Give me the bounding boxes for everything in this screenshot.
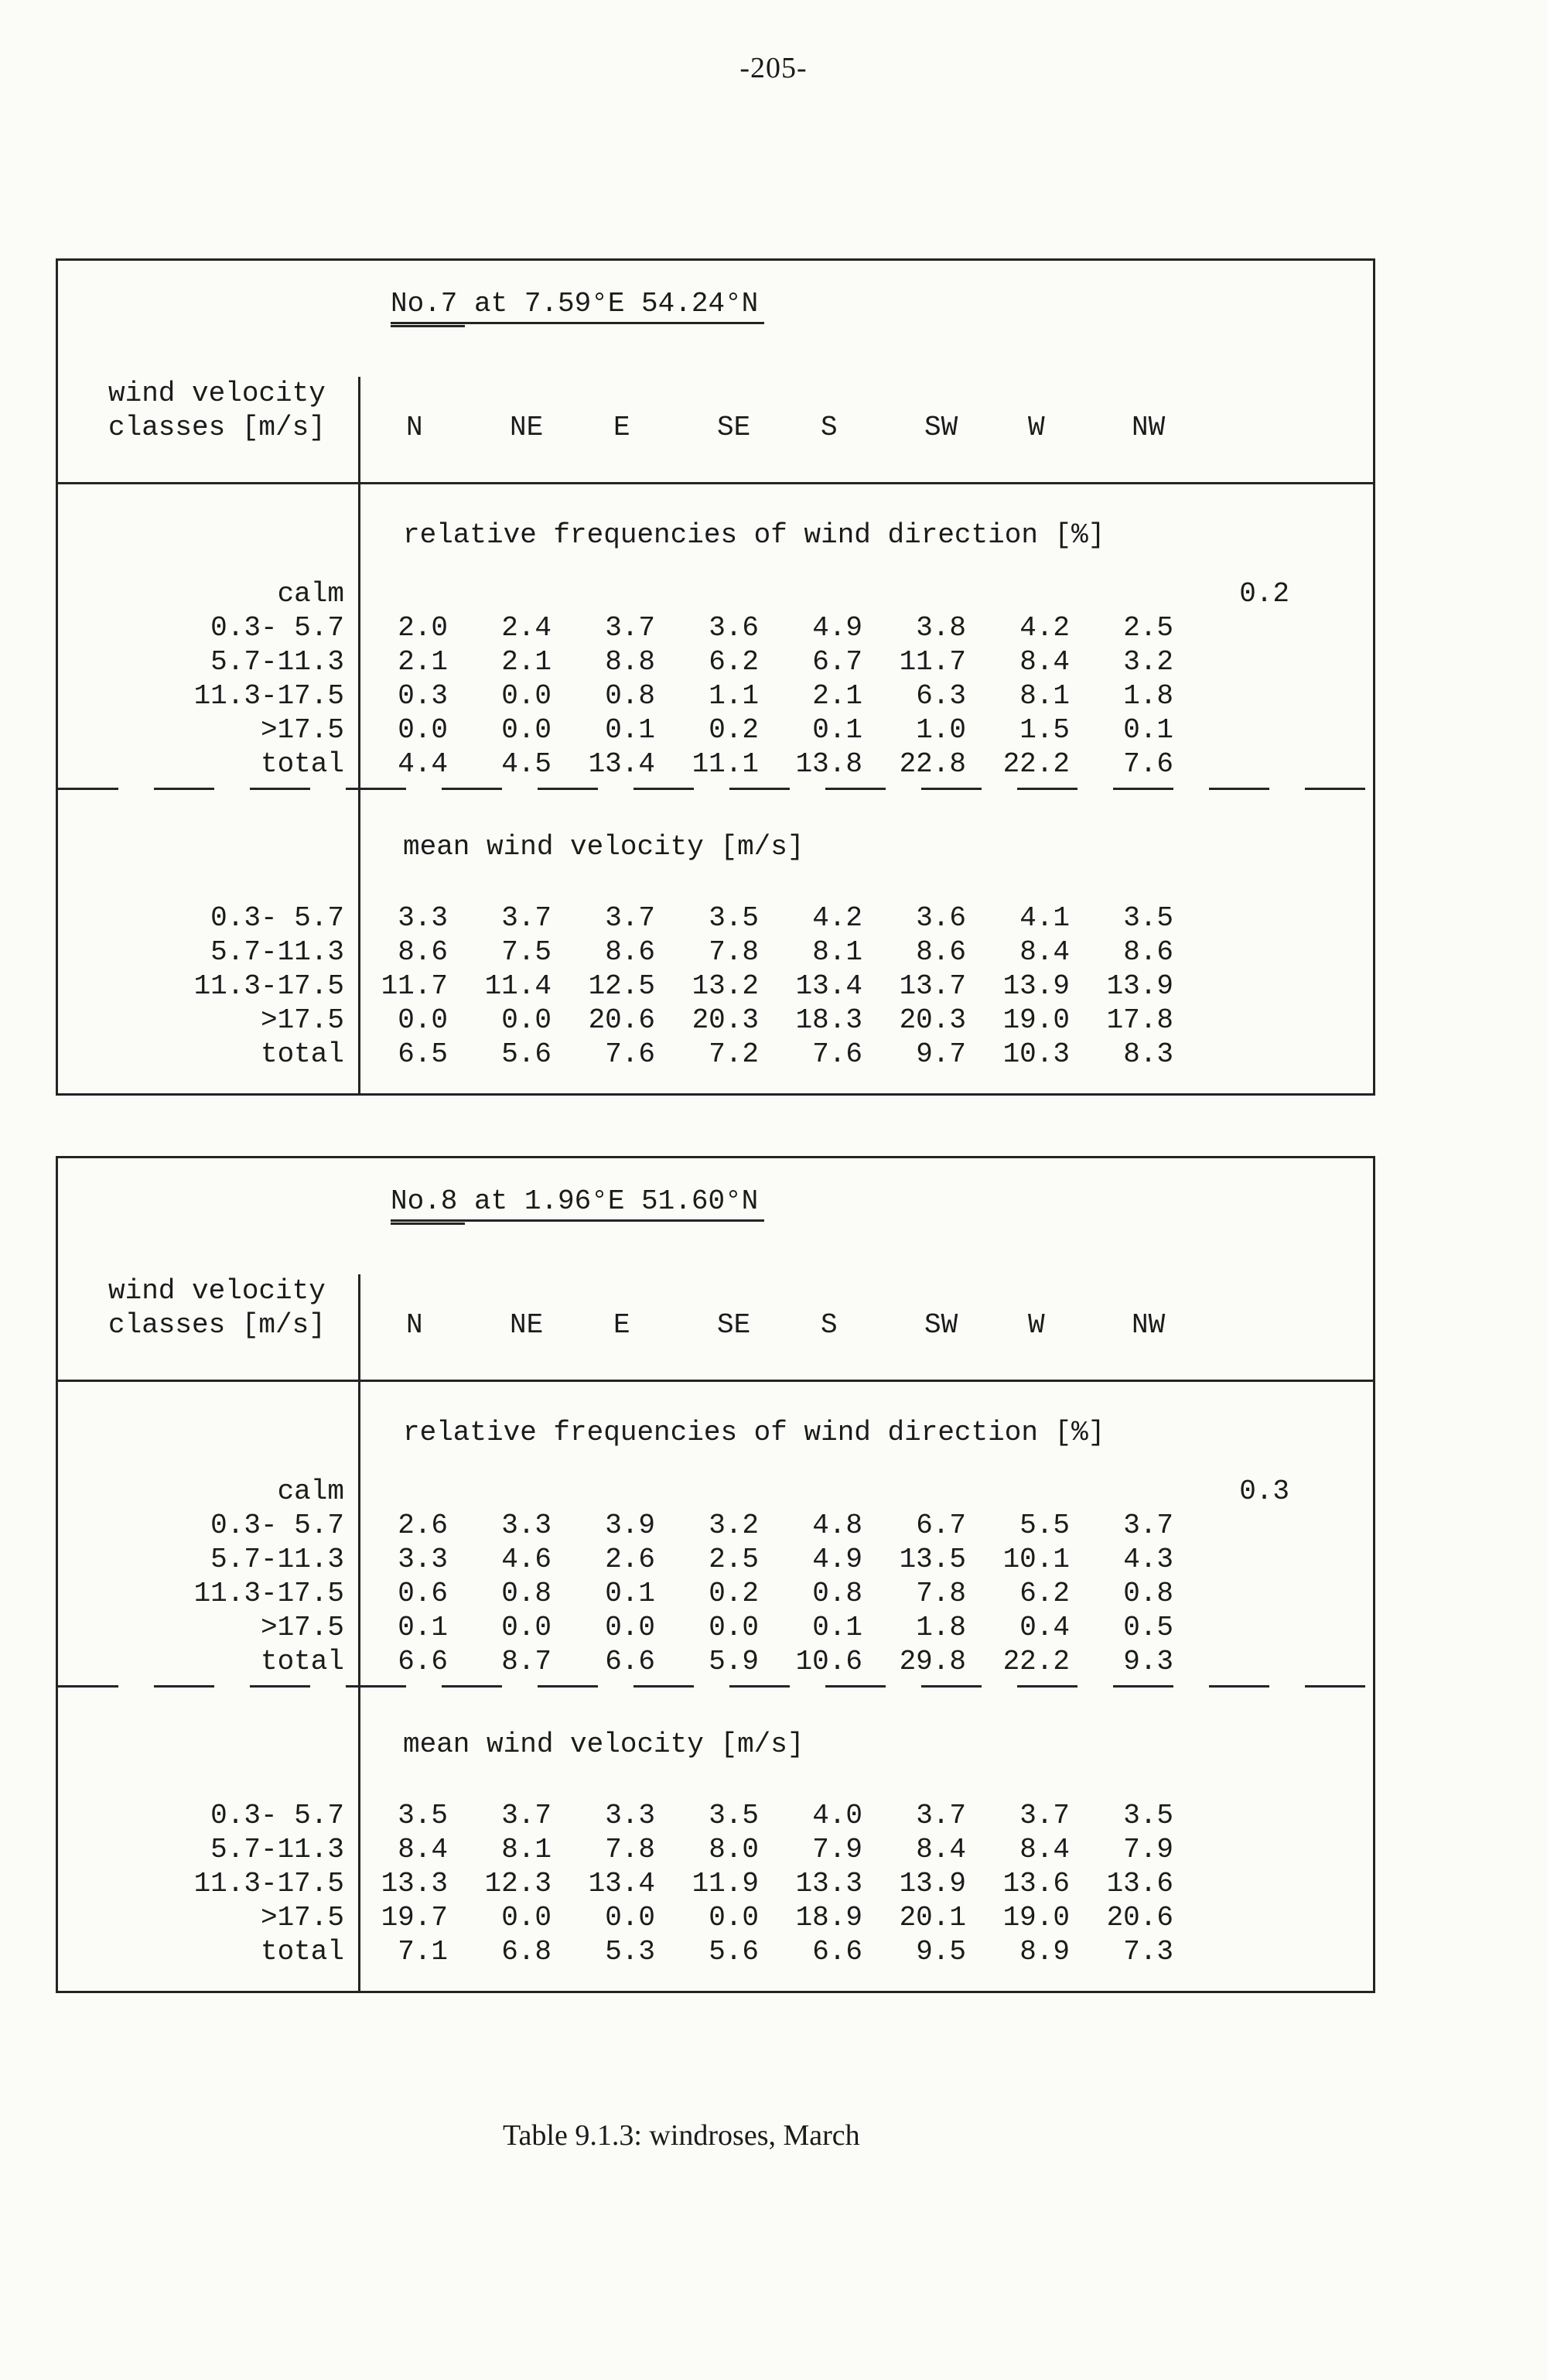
row-label: 11.3-17.5 — [193, 970, 344, 1002]
cell-value: 1.5 — [1019, 714, 1070, 746]
cell-value: 0.0 — [709, 1612, 759, 1643]
cell-value: 4.4 — [398, 748, 448, 780]
cell-value: 1.8 — [916, 1612, 966, 1643]
cell-value: 11.7 — [899, 646, 966, 678]
cell-value: 1.1 — [709, 680, 759, 712]
row-label: >17.5 — [260, 714, 344, 746]
section-heading-mean-velocity: mean wind velocity [m/s] — [403, 1729, 804, 1760]
table-row — [58, 1543, 1373, 1577]
column-header-w: W — [1028, 412, 1045, 443]
cell-value: 7.6 — [812, 1038, 862, 1070]
cell-value: 3.8 — [916, 612, 966, 644]
table-row — [58, 1004, 1373, 1038]
cell-value: 7.6 — [605, 1038, 655, 1070]
row-header-line1: wind velocity — [108, 1275, 326, 1307]
cell-value: 8.3 — [1123, 1038, 1173, 1070]
column-header-n: N — [406, 1309, 423, 1341]
cell-value: 7.5 — [501, 936, 552, 968]
row-label: 5.7-11.3 — [210, 1544, 344, 1575]
cell-value: 13.4 — [795, 970, 862, 1002]
cell-value: 8.1 — [812, 936, 862, 968]
table-row — [58, 645, 1373, 679]
row-label: 0.3- 5.7 — [210, 1510, 344, 1541]
table-row — [58, 1901, 1373, 1935]
windrose-table-no8 — [56, 1156, 1375, 1993]
section-heading-relative-frequencies: relative frequencies of wind direction [%] — [403, 519, 1105, 551]
cell-value: 8.4 — [916, 1834, 966, 1865]
column-header-nw: NW — [1132, 1309, 1166, 1341]
cell-value: 2.6 — [398, 1510, 448, 1541]
row-label: 0.3- 5.7 — [210, 612, 344, 644]
cell-value: 19.7 — [381, 1902, 448, 1934]
cell-value: 0.4 — [1019, 1612, 1070, 1643]
table-title: No.7 at 7.59°E 54.24°N — [391, 287, 764, 324]
row-label: 0.3- 5.7 — [210, 1800, 344, 1831]
cell-value: 11.9 — [692, 1868, 759, 1900]
column-header-nw: NW — [1132, 412, 1166, 443]
cell-value: 6.5 — [398, 1038, 448, 1070]
cell-value: 6.6 — [605, 1646, 655, 1677]
cell-value: 0.0 — [605, 1612, 655, 1643]
cell-value: 13.9 — [899, 1868, 966, 1900]
cell-value: 13.3 — [795, 1868, 862, 1900]
cell-value: 0.1 — [398, 1612, 448, 1643]
table-caption: Table 9.1.3: windroses, March — [503, 2119, 860, 2152]
cell-value: 1.8 — [1123, 680, 1173, 712]
table-row — [58, 1833, 1373, 1867]
row-label: 5.7-11.3 — [210, 646, 344, 678]
cell-value: 4.1 — [1019, 902, 1070, 934]
cell-value: 6.6 — [812, 1936, 862, 1968]
table-row — [58, 1867, 1373, 1901]
cell-value: 0.1 — [812, 1612, 862, 1643]
cell-value: 3.2 — [1123, 646, 1173, 678]
cell-value: 0.1 — [605, 714, 655, 746]
cell-value: 3.6 — [916, 902, 966, 934]
cell-value: 0.2 — [709, 714, 759, 746]
section-heading-mean-velocity: mean wind velocity [m/s] — [403, 831, 804, 863]
cell-value: 19.0 — [1002, 1004, 1070, 1036]
cell-value: 6.2 — [1019, 1578, 1070, 1609]
table-row — [58, 713, 1373, 747]
cell-value: 6.3 — [916, 680, 966, 712]
cell-value: 3.5 — [1123, 902, 1173, 934]
cell-value: 4.9 — [812, 612, 862, 644]
table-row — [58, 901, 1373, 935]
cell-value: 7.6 — [1123, 748, 1173, 780]
cell-value: 0.2 — [709, 1578, 759, 1609]
cell-value: 8.6 — [398, 936, 448, 968]
cell-value: 13.5 — [899, 1544, 966, 1575]
cell-value: 8.4 — [1019, 646, 1070, 678]
cell-value: 3.3 — [605, 1800, 655, 1831]
cell-value: 8.9 — [1019, 1936, 1070, 1968]
cell-value: 3.3 — [501, 1510, 552, 1541]
cell-value: 3.7 — [605, 612, 655, 644]
cell-value: 20.1 — [899, 1902, 966, 1934]
cell-value: 0.8 — [812, 1578, 862, 1609]
column-header-n: N — [406, 412, 423, 443]
windrose-table-no7 — [56, 258, 1375, 1096]
section-divider — [58, 788, 1373, 790]
cell-value: 0.1 — [605, 1578, 655, 1609]
cell-value: 2.1 — [398, 646, 448, 678]
row-header-line2: classes [m/s] — [108, 1309, 326, 1341]
cell-value: 0.3 — [398, 680, 448, 712]
cell-value: 3.7 — [1019, 1800, 1070, 1831]
cell-value: 20.3 — [899, 1004, 966, 1036]
cell-value: 1.0 — [916, 714, 966, 746]
cell-value: 6.2 — [709, 646, 759, 678]
table-row — [58, 1799, 1373, 1833]
cell-value: 18.3 — [795, 1004, 862, 1036]
cell-value: 0.0 — [501, 1004, 552, 1036]
cell-value: 0.0 — [501, 1612, 552, 1643]
cell-value: 7.9 — [1123, 1834, 1173, 1865]
row-label: 11.3-17.5 — [193, 680, 344, 712]
cell-value: 10.3 — [1002, 1038, 1070, 1070]
row-label: 11.3-17.5 — [193, 1578, 344, 1609]
cell-value: 13.4 — [588, 748, 655, 780]
row-label: total — [260, 1038, 344, 1070]
cell-value: 0.6 — [398, 1578, 448, 1609]
cell-value: 17.8 — [1106, 1004, 1173, 1036]
cell-value: 0.0 — [501, 680, 552, 712]
cell-value: 0.8 — [605, 680, 655, 712]
table-header — [58, 377, 1373, 445]
column-header-e: E — [613, 412, 630, 443]
cell-value: 13.7 — [899, 970, 966, 1002]
calm-value: 0.2 — [1239, 578, 1289, 610]
row-label: 11.3-17.5 — [193, 1868, 344, 1900]
cell-value: 0.0 — [501, 1902, 552, 1934]
cell-value: 5.3 — [605, 1936, 655, 1968]
row-label: calm — [277, 1476, 344, 1507]
table-row — [58, 1935, 1373, 1969]
cell-value: 0.0 — [709, 1902, 759, 1934]
cell-value: 13.8 — [795, 748, 862, 780]
row-label: total — [260, 1646, 344, 1677]
relative-frequency-rows — [58, 1509, 1373, 1679]
column-header-s: S — [821, 412, 838, 443]
cell-value: 3.6 — [709, 612, 759, 644]
cell-value: 8.6 — [1123, 936, 1173, 968]
cell-value: 3.5 — [1123, 1800, 1173, 1831]
table-header — [58, 1274, 1373, 1342]
row-label: 0.3- 5.7 — [210, 902, 344, 934]
cell-value: 3.5 — [709, 1800, 759, 1831]
header-rule — [58, 482, 1373, 484]
calm-value: 0.3 — [1239, 1476, 1289, 1507]
column-header-w: W — [1028, 1309, 1045, 1341]
mean-velocity-rows — [58, 901, 1373, 1072]
mean-velocity-rows — [58, 1799, 1373, 1969]
table-row — [58, 679, 1373, 713]
column-header-se: SE — [717, 1309, 751, 1341]
cell-value: 3.7 — [916, 1800, 966, 1831]
cell-value: 22.2 — [1002, 1646, 1070, 1677]
table-row — [58, 611, 1373, 645]
table-row — [58, 935, 1373, 969]
cell-value: 18.9 — [795, 1902, 862, 1934]
cell-value: 4.2 — [1019, 612, 1070, 644]
cell-value: 5.6 — [709, 1936, 759, 1968]
cell-value: 13.9 — [1106, 970, 1173, 1002]
column-header-ne: NE — [510, 1309, 544, 1341]
column-divider — [358, 377, 360, 1093]
cell-value: 11.1 — [692, 748, 759, 780]
cell-value: 0.0 — [398, 1004, 448, 1036]
cell-value: 7.2 — [709, 1038, 759, 1070]
cell-value: 8.7 — [501, 1646, 552, 1677]
section-divider — [58, 1685, 1373, 1688]
cell-value: 0.1 — [812, 714, 862, 746]
cell-value: 0.5 — [1123, 1612, 1173, 1643]
cell-value: 0.1 — [1123, 714, 1173, 746]
cell-value: 9.3 — [1123, 1646, 1173, 1677]
direction-headers — [344, 1308, 1173, 1342]
row-header-line1: wind velocity — [108, 378, 326, 409]
row-label: >17.5 — [260, 1612, 344, 1643]
table-row — [58, 1645, 1373, 1679]
cell-value: 8.4 — [398, 1834, 448, 1865]
cell-value: 20.6 — [1106, 1902, 1173, 1934]
cell-value: 10.1 — [1002, 1544, 1070, 1575]
row-label: calm — [277, 578, 344, 610]
cell-value: 6.8 — [501, 1936, 552, 1968]
cell-value: 12.3 — [484, 1868, 552, 1900]
cell-value: 2.1 — [501, 646, 552, 678]
cell-value: 6.6 — [398, 1646, 448, 1677]
cell-value: 13.6 — [1002, 1868, 1070, 1900]
row-label: >17.5 — [260, 1004, 344, 1036]
cell-value: 7.3 — [1123, 1936, 1173, 1968]
cell-value: 0.8 — [1123, 1578, 1173, 1609]
cell-value: 19.0 — [1002, 1902, 1070, 1934]
cell-value: 5.6 — [501, 1038, 552, 1070]
cell-value: 4.9 — [812, 1544, 862, 1575]
cell-value: 8.1 — [501, 1834, 552, 1865]
cell-value: 9.5 — [916, 1936, 966, 1968]
table-row — [58, 1038, 1373, 1072]
cell-value: 20.6 — [588, 1004, 655, 1036]
page-number: -205- — [739, 52, 808, 84]
row-label: >17.5 — [260, 1902, 344, 1934]
cell-value: 2.6 — [605, 1544, 655, 1575]
cell-value: 7.9 — [812, 1834, 862, 1865]
column-header-se: SE — [717, 412, 751, 443]
cell-value: 4.0 — [812, 1800, 862, 1831]
cell-value: 4.5 — [501, 748, 552, 780]
table-title-row — [391, 287, 1373, 324]
calm-row — [58, 1475, 1373, 1509]
table-row — [58, 1509, 1373, 1543]
row-header-line2: classes [m/s] — [108, 412, 326, 443]
row-label: total — [260, 748, 344, 780]
cell-value: 12.5 — [588, 970, 655, 1002]
direction-headers — [344, 411, 1173, 445]
cell-value: 8.6 — [916, 936, 966, 968]
cell-value: 0.0 — [501, 714, 552, 746]
column-header-e: E — [613, 1309, 630, 1341]
cell-value: 8.4 — [1019, 936, 1070, 968]
cell-value: 6.7 — [812, 646, 862, 678]
cell-value: 4.6 — [501, 1544, 552, 1575]
cell-value: 8.1 — [1019, 680, 1070, 712]
cell-value: 4.8 — [812, 1510, 862, 1541]
cell-value: 3.3 — [398, 1544, 448, 1575]
cell-value: 3.7 — [501, 1800, 552, 1831]
column-divider — [358, 1274, 360, 1991]
table-row — [58, 747, 1373, 781]
cell-value: 6.7 — [916, 1510, 966, 1541]
table-title-row — [391, 1185, 1373, 1222]
cell-value: 2.4 — [501, 612, 552, 644]
cell-value: 9.7 — [916, 1038, 966, 1070]
cell-value: 2.5 — [1123, 612, 1173, 644]
cell-value: 8.4 — [1019, 1834, 1070, 1865]
cell-value: 5.5 — [1019, 1510, 1070, 1541]
cell-value: 13.9 — [1002, 970, 1070, 1002]
cell-value: 2.0 — [398, 612, 448, 644]
cell-value: 3.7 — [1123, 1510, 1173, 1541]
cell-value: 11.4 — [484, 970, 552, 1002]
cell-value: 2.5 — [709, 1544, 759, 1575]
table-row — [58, 1577, 1373, 1611]
cell-value: 10.6 — [795, 1646, 862, 1677]
cell-value: 3.7 — [605, 902, 655, 934]
cell-value: 8.6 — [605, 936, 655, 968]
cell-value: 3.7 — [501, 902, 552, 934]
table-title: No.8 at 1.96°E 51.60°N — [391, 1185, 764, 1222]
cell-value: 13.6 — [1106, 1868, 1173, 1900]
cell-value: 29.8 — [899, 1646, 966, 1677]
column-header-sw: SW — [924, 1309, 958, 1341]
header-rule — [58, 1380, 1373, 1382]
section-heading-relative-frequencies: relative frequencies of wind direction [%] — [403, 1417, 1105, 1448]
calm-row — [58, 577, 1373, 611]
column-header-ne: NE — [510, 412, 544, 443]
row-label: 5.7-11.3 — [210, 1834, 344, 1865]
row-label: total — [260, 1936, 344, 1968]
cell-value: 3.3 — [398, 902, 448, 934]
cell-value: 22.8 — [899, 748, 966, 780]
relative-frequency-rows — [58, 611, 1373, 781]
cell-value: 3.5 — [398, 1800, 448, 1831]
cell-value: 7.8 — [709, 936, 759, 968]
cell-value: 5.9 — [709, 1646, 759, 1677]
cell-value: 7.8 — [605, 1834, 655, 1865]
cell-value: 20.3 — [692, 1004, 759, 1036]
cell-value: 7.1 — [398, 1936, 448, 1968]
cell-value: 0.0 — [605, 1902, 655, 1934]
cell-value: 4.2 — [812, 902, 862, 934]
cell-value: 8.0 — [709, 1834, 759, 1865]
row-label: 5.7-11.3 — [210, 936, 344, 968]
column-header-sw: SW — [924, 412, 958, 443]
table-row — [58, 969, 1373, 1004]
cell-value: 3.2 — [709, 1510, 759, 1541]
cell-value: 2.1 — [812, 680, 862, 712]
cell-value: 3.5 — [709, 902, 759, 934]
cell-value: 0.0 — [398, 714, 448, 746]
cell-value: 0.8 — [501, 1578, 552, 1609]
cell-value: 13.4 — [588, 1868, 655, 1900]
cell-value: 13.3 — [381, 1868, 448, 1900]
cell-value: 11.7 — [381, 970, 448, 1002]
column-header-s: S — [821, 1309, 838, 1341]
cell-value: 13.2 — [692, 970, 759, 1002]
cell-value: 3.9 — [605, 1510, 655, 1541]
table-row — [58, 1611, 1373, 1645]
cell-value: 8.8 — [605, 646, 655, 678]
cell-value: 4.3 — [1123, 1544, 1173, 1575]
cell-value: 22.2 — [1002, 748, 1070, 780]
cell-value: 7.8 — [916, 1578, 966, 1609]
